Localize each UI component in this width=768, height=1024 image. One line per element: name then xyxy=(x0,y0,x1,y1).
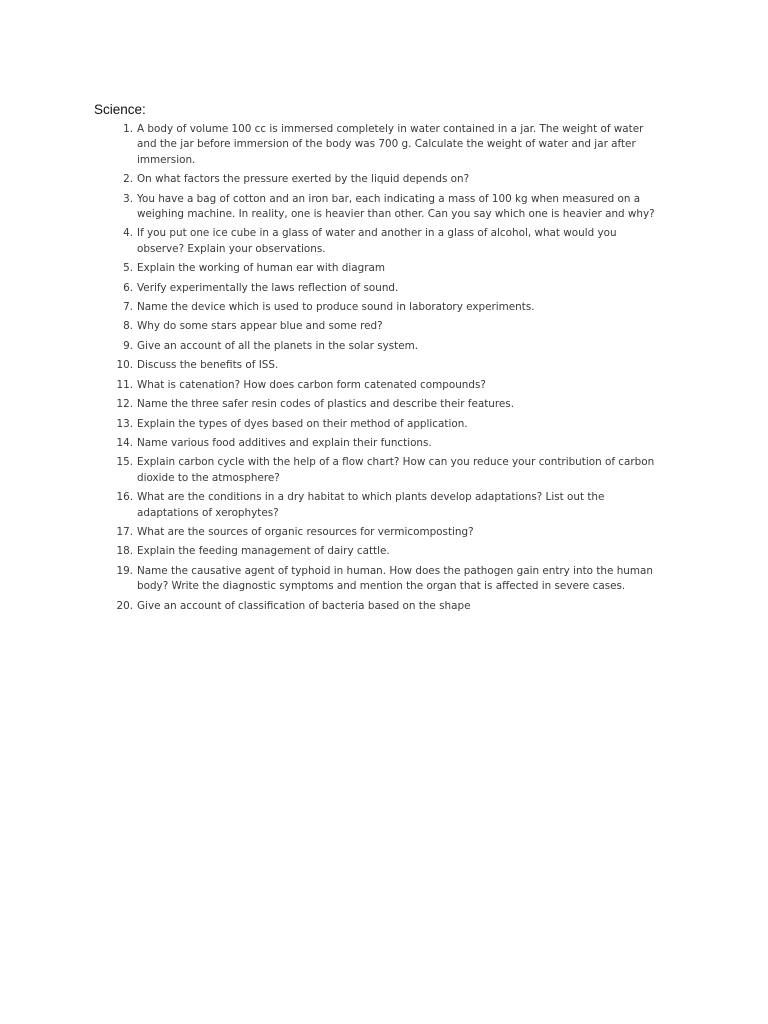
list-item xyxy=(105,525,655,540)
list-item xyxy=(105,261,655,276)
question-number: 18. xyxy=(116,545,133,558)
question-text: If you put one ice cube in a glass of water and another in a glass of alcohol, what would you observe? Explain your observations. xyxy=(137,227,617,255)
question-text: Name various food additives and explain their functions. xyxy=(137,436,432,449)
question-number: 10. xyxy=(116,359,133,372)
question-number: 14. xyxy=(116,436,133,449)
question-text: Explain the types of dyes based on their method of application. xyxy=(137,417,468,430)
list-item xyxy=(105,300,655,315)
question-text: On what factors the pressure exerted by the liquid depends on? xyxy=(137,173,470,186)
question-number: 1. xyxy=(123,123,133,135)
question-number: 15. xyxy=(116,456,133,469)
list-item xyxy=(105,490,655,521)
question-text: What are the conditions in a dry habitat to which plants develop adaptations? List out the adaptations of xerophytes? xyxy=(137,491,605,519)
question-text: Give an account of classification of bacteria based on the shape xyxy=(137,599,471,612)
list-item xyxy=(105,378,655,393)
question-number: 13. xyxy=(116,417,133,430)
question-number: 11. xyxy=(116,378,133,391)
question-number: 5. xyxy=(123,262,133,275)
question-number: 2. xyxy=(123,173,133,186)
question-text: Name the three safer resin codes of plastics and describe their features. xyxy=(137,398,515,411)
question-number: 9. xyxy=(123,339,133,352)
list-item xyxy=(105,281,655,296)
list-item xyxy=(105,358,655,373)
question-number: 16. xyxy=(116,491,133,504)
question-number: 3. xyxy=(123,192,133,205)
list-item xyxy=(105,122,655,168)
list-item xyxy=(105,339,655,354)
list-item xyxy=(105,192,655,223)
section-heading: Science: xyxy=(94,102,146,117)
question-number: 6. xyxy=(123,281,133,294)
list-item xyxy=(105,172,655,187)
question-number: 4. xyxy=(123,227,133,240)
question-text: A body of volume 100 cc is immersed completely in water contained in a jar. The weight of water and the jar before immersion of the body was 700 g. Calculate the weight of water and jar after immersion. xyxy=(137,123,644,166)
list-item xyxy=(105,455,655,486)
question-text: What is catenation? How does carbon form catenated compounds? xyxy=(137,378,486,391)
list-item xyxy=(105,226,655,257)
question-text: Explain the feeding management of dairy cattle. xyxy=(137,545,390,558)
list-item xyxy=(105,564,655,595)
question-number: 20. xyxy=(116,599,133,612)
question-text: Discuss the benefits of ISS. xyxy=(137,359,279,372)
question-text: Explain carbon cycle with the help of a flow chart? How can you reduce your contribution of carbon dioxide to the atmosphere? xyxy=(137,456,655,484)
question-text: Verify experimentally the laws reflection of sound. xyxy=(137,281,399,294)
question-text: Explain the working of human ear with diagram xyxy=(137,262,385,275)
list-item xyxy=(105,436,655,451)
question-number: 12. xyxy=(116,398,133,411)
question-number: 8. xyxy=(123,320,133,333)
question-text: Name the device which is used to produce sound in laboratory experiments. xyxy=(137,301,535,314)
list-item xyxy=(105,544,655,559)
question-number: 17. xyxy=(116,525,133,538)
list-item xyxy=(105,599,655,614)
question-list xyxy=(105,122,655,618)
question-number: 7. xyxy=(123,301,133,314)
list-item xyxy=(105,397,655,412)
question-text: Give an account of all the planets in the solar system. xyxy=(137,339,419,352)
list-item xyxy=(105,417,655,432)
list-item xyxy=(105,319,655,334)
question-text: What are the sources of organic resources for vermicomposting? xyxy=(137,525,474,538)
question-text: You have a bag of cotton and an iron bar, each indicating a mass of 100 kg when measured on a weighing machine. In reality, one is heavier than other. Can you say which one is heavier and why? xyxy=(137,192,655,221)
question-text: Name the causative agent of typhoid in human. How does the pathogen gain entry into the human body? Write the diagnostic symptoms and mention the organ that is affected in severe cases. xyxy=(137,564,653,593)
question-number: 19. xyxy=(116,564,133,577)
question-text: Why do some stars appear blue and some red? xyxy=(137,320,383,333)
